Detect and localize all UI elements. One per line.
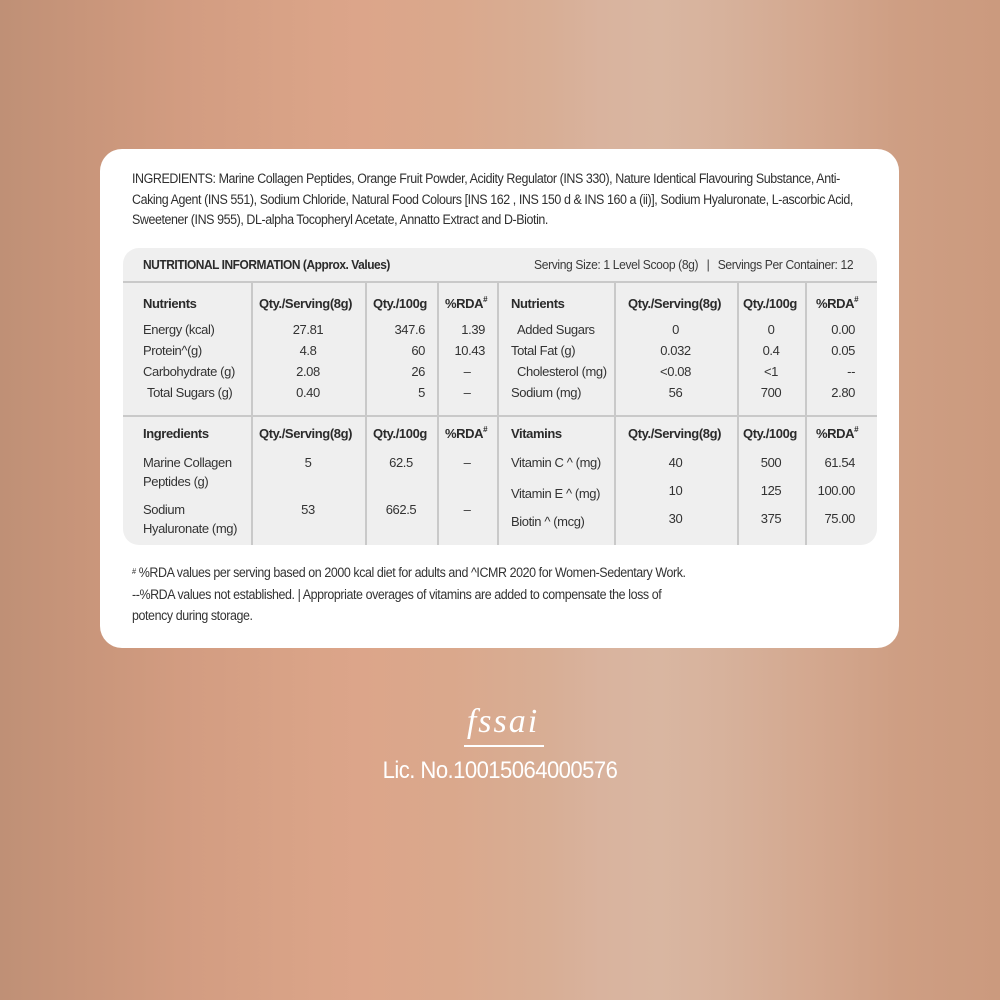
rda-value: 0.00 bbox=[831, 322, 855, 337]
qty-serving: 0.40 bbox=[296, 385, 320, 400]
rda-value: 61.54 bbox=[824, 455, 855, 470]
nutrient-name: Total Fat (g) bbox=[511, 343, 576, 358]
column-divider bbox=[497, 283, 499, 545]
ingredient-name-cont: Peptides (g) bbox=[143, 474, 209, 489]
col-header-rda: %RDA# bbox=[816, 425, 859, 441]
qty-serving: <0.08 bbox=[660, 364, 691, 379]
vitamin-name: Biotin ^ (mcg) bbox=[511, 514, 585, 529]
rda-value: 75.00 bbox=[824, 511, 855, 526]
qty-100g: 26 bbox=[411, 364, 425, 379]
col-header-qty-serving: Qty./Serving(8g) bbox=[628, 426, 722, 441]
col-header-rda: %RDA# bbox=[816, 295, 859, 311]
qty-serving: 30 bbox=[668, 511, 683, 526]
nutrient-name: Sodium (mg) bbox=[511, 385, 582, 400]
col-header-qty-serving: Qty./Serving(8g) bbox=[259, 296, 353, 311]
col-header-rda: %RDA# bbox=[445, 425, 488, 441]
fssai-logo: fssai bbox=[466, 703, 540, 740]
rda-value: 1.39 bbox=[461, 322, 485, 337]
qty-100g: <1 bbox=[763, 364, 779, 379]
ingredient-name: Marine Collagen bbox=[143, 455, 232, 470]
qty-100g: 5 bbox=[418, 385, 425, 400]
footnote-line-1: # %RDA values per serving based on 2000 kcal diet for adults and ^ICMR 2020 for Women-Sedentary Work. bbox=[132, 565, 686, 580]
col-header-qty-100g: Qty./100g bbox=[743, 296, 797, 311]
nutrient-name: Carbohydrate (g) bbox=[143, 364, 235, 379]
ingredients-paragraph bbox=[132, 169, 876, 231]
ingredient-name-cont: Hyaluronate (mg) bbox=[143, 521, 238, 536]
col-header-ingredients: Ingredients bbox=[143, 426, 209, 441]
rda-value: – bbox=[463, 502, 471, 517]
qty-100g: 60 bbox=[411, 343, 425, 358]
qty-serving: 4.8 bbox=[299, 343, 317, 358]
serving-size: Serving Size: 1 Level Scoop (8g) bbox=[533, 257, 698, 272]
rda-value: -- bbox=[847, 364, 855, 379]
qty-100g: 0.4 bbox=[762, 343, 780, 358]
qty-100g: 62.5 bbox=[389, 455, 413, 470]
qty-100g: 662.5 bbox=[385, 502, 417, 517]
col-header-nutrients: Nutrients bbox=[511, 296, 565, 311]
qty-serving: 0 bbox=[672, 322, 679, 337]
qty-100g: 500 bbox=[760, 455, 782, 470]
ingredients-label: INGREDIENTS: bbox=[132, 171, 216, 186]
product-label-card bbox=[100, 149, 899, 648]
qty-100g: 0 bbox=[767, 322, 775, 337]
col-header-qty-serving: Qty./Serving(8g) bbox=[628, 296, 722, 311]
col-header-vitamins: Vitamins bbox=[511, 426, 562, 441]
nutrient-name: Total Sugars (g) bbox=[147, 385, 233, 400]
qty-100g: 347.6 bbox=[394, 322, 425, 337]
rda-value: 100.00 bbox=[817, 483, 855, 498]
qty-serving: 10 bbox=[668, 483, 683, 498]
rda-value: – bbox=[463, 364, 471, 379]
rda-value: – bbox=[463, 385, 471, 400]
servings-per-container: Servings Per Container: 12 bbox=[717, 257, 853, 272]
qty-serving: 40 bbox=[668, 455, 683, 470]
qty-serving: 2.08 bbox=[296, 364, 320, 379]
col-header-rda: %RDA# bbox=[445, 295, 488, 311]
rda-value: 2.80 bbox=[831, 385, 855, 400]
qty-100g: 125 bbox=[760, 483, 782, 498]
vitamin-name: Vitamin C ^ (mg) bbox=[511, 455, 601, 470]
col-header-qty-100g: Qty./100g bbox=[373, 296, 427, 311]
rda-value: – bbox=[463, 455, 471, 470]
rda-value: 10.43 bbox=[454, 343, 485, 358]
ingredient-name: Sodium bbox=[143, 502, 185, 517]
separator: | bbox=[706, 257, 710, 272]
fssai-logo-underline bbox=[464, 745, 544, 747]
footnote bbox=[132, 562, 876, 627]
col-header-qty-100g: Qty./100g bbox=[743, 426, 797, 441]
qty-100g: 700 bbox=[760, 385, 782, 400]
qty-serving: 53 bbox=[301, 502, 315, 517]
footnote-line-2: --%RDA values not established. | Appropriate overages of vitamins are added to compensate the loss of bbox=[132, 586, 662, 602]
qty-serving: 56 bbox=[668, 385, 683, 400]
qty-serving: 0.032 bbox=[660, 343, 691, 358]
col-header-qty-100g: Qty./100g bbox=[373, 426, 427, 441]
qty-100g: 375 bbox=[760, 511, 782, 526]
nutrient-name: Added Sugars bbox=[517, 322, 595, 337]
row-divider bbox=[123, 415, 877, 417]
col-header-nutrients: Nutrients bbox=[143, 296, 197, 311]
nutrient-name: Energy (kcal) bbox=[143, 322, 215, 337]
nutrition-title: NUTRITIONAL INFORMATION (Approx. Values) bbox=[143, 257, 390, 272]
rda-value: 0.05 bbox=[831, 343, 855, 358]
nutrition-table-header bbox=[123, 248, 877, 283]
col-header-qty-serving: Qty./Serving(8g) bbox=[259, 426, 353, 441]
qty-serving: 27.81 bbox=[292, 322, 324, 337]
nutrition-table bbox=[123, 248, 877, 545]
vitamin-name: Vitamin E ^ (mg) bbox=[511, 486, 601, 501]
ingredients-text: Marine Collagen Peptides, Orange Fruit Powder, Acidity Regulator (INS 330), Nature Identical Flavouring Substance, Anti-Caking Agent (INS 551), Sodium Chloride, Natural Food Colours [INS 162 , INS 150 d & INS 160 a (ii)], Sodium Hyaluronate, L-ascorbic Acid, Sweetener (INS 955), DL-alpha Tocopheryl Acetate, Annatto Extract and D-Biotin. bbox=[132, 171, 853, 227]
footnote-line-3: potency during storage. bbox=[132, 608, 253, 623]
qty-serving: 5 bbox=[304, 455, 312, 470]
nutrient-name: Cholesterol (mg) bbox=[517, 364, 607, 379]
serving-info bbox=[534, 257, 853, 272]
nutrient-name: Protein^(g) bbox=[143, 343, 202, 358]
license-number: Lic. No.10015064000576 bbox=[382, 757, 618, 784]
